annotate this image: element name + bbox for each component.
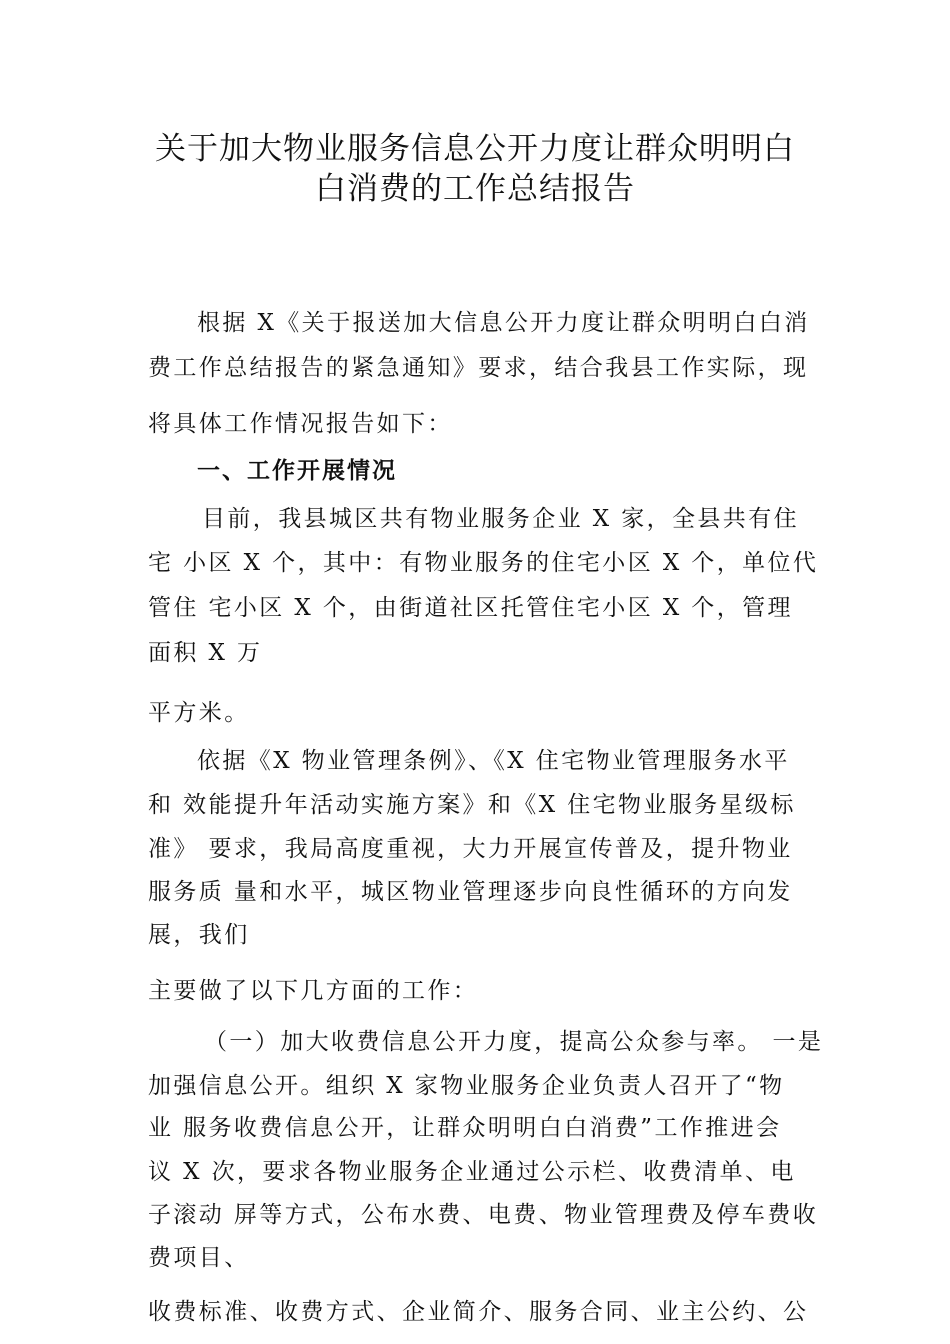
document-title-line-2: 白消费的工作总结报告	[315, 171, 635, 207]
paragraph-line: 加强信息公开。组织 X 家物业服务企业负责人召开了“物	[148, 1073, 785, 1099]
paragraph-line: 展，我们	[148, 922, 250, 948]
paragraph-line: 收费标准、收费方式、企业简介、服务合同、业主公约、公	[148, 1299, 809, 1325]
paragraph-line: 费工作总结报告的紧急通知》要求，结合我县工作实际，现	[148, 355, 809, 381]
paragraph-line: 和 效能提升年活动实施方案》和《X 住宅物业服务星级标	[148, 792, 796, 818]
paragraph-line: 子滚动 屏等方式，公布水费、电费、物业管理费及停车费收	[148, 1202, 819, 1228]
paragraph-line: 依据《X 物业管理条例》、《X 住宅物业管理服务水平	[197, 748, 790, 774]
paragraph-line: 将具体工作情况报告如下：	[148, 411, 453, 437]
paragraph-line: 议 X 次，要求各物业服务企业通过公示栏、收费清单、电	[148, 1159, 796, 1185]
paragraph-line: 业 服务收费信息公开，让群众明明白白消费”工作推进会	[148, 1115, 782, 1141]
document-title-line-1: 关于加大物业服务信息公开力度让群众明明白	[155, 131, 795, 167]
paragraph-line: （一）加大收费信息公开力度，提高公众参与率。 一是	[204, 1029, 824, 1055]
paragraph-line: 管住 宅小区 X 个，由街道社区托管住宅小区 X 个，管理	[148, 595, 793, 621]
section-heading: 一、工作开展情况	[197, 458, 397, 484]
paragraph-line: 主要做了以下几方面的工作：	[148, 978, 479, 1004]
paragraph-line: 根据 X《关于报送加大信息公开力度让群众明明白白消	[197, 310, 810, 336]
paragraph-line: 面积 X 万	[148, 640, 263, 666]
paragraph-line: 平方米。	[148, 700, 250, 726]
paragraph-line: 目前，我县城区共有物业服务企业 X 家，全县共有住	[202, 506, 799, 532]
paragraph-line: 准》 要求，我局高度重视，大力开展宣传普及，提升物业	[148, 836, 793, 862]
paragraph-line: 服务质 量和水平，城区物业管理逐步向良性循环的方向发	[148, 879, 793, 905]
paragraph-line: 宅 小区 X 个，其中：有物业服务的住宅小区 X 个，单位代	[148, 550, 819, 576]
paragraph-line: 费项目、	[148, 1245, 250, 1271]
